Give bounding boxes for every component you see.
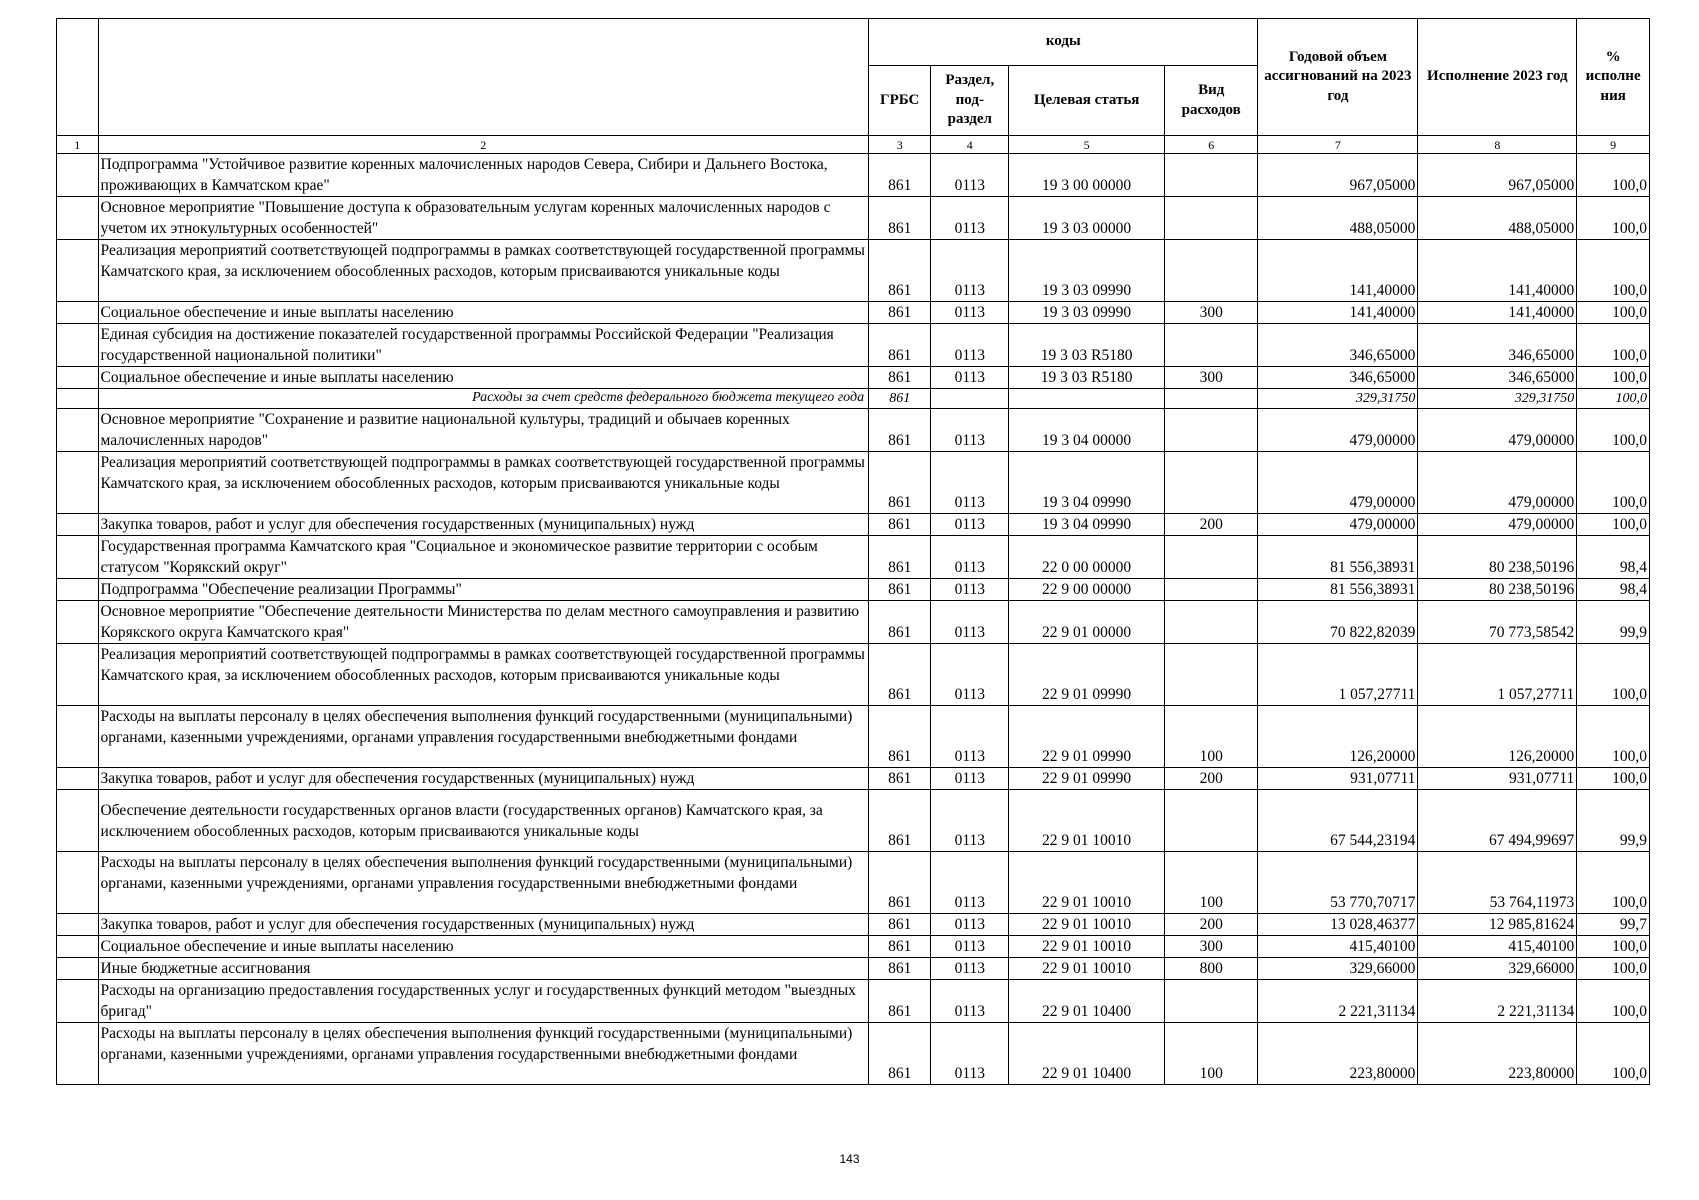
row-target: 22 9 01 10400	[1009, 1023, 1165, 1085]
row-execution: 415,40100	[1418, 936, 1577, 958]
row-section: 0113	[931, 154, 1009, 197]
row-grbs: 861	[869, 601, 931, 644]
row-grbs: 861	[869, 958, 931, 980]
row-target: 19 3 03 R5180	[1009, 367, 1165, 389]
row-section: 0113	[931, 601, 1009, 644]
row-number	[57, 154, 99, 197]
table-row	[57, 768, 1650, 790]
row-expense-type: 100	[1165, 706, 1258, 768]
row-execution: 53 764,11973	[1418, 852, 1577, 914]
row-grbs: 861	[869, 644, 931, 706]
row-number	[57, 980, 99, 1023]
header-target: Целевая статья	[1009, 66, 1165, 136]
row-expense-type	[1165, 240, 1258, 302]
row-expense-type: 200	[1165, 914, 1258, 936]
row-expense-type	[1165, 980, 1258, 1023]
row-percent: 100,0	[1577, 389, 1650, 409]
row-execution: 346,65000	[1418, 324, 1577, 367]
row-annual-volume: 81 556,38931	[1258, 579, 1418, 601]
row-percent: 100,0	[1577, 302, 1650, 324]
row-grbs: 861	[869, 389, 931, 409]
row-target: 19 3 04 00000	[1009, 409, 1165, 452]
row-section: 0113	[931, 706, 1009, 768]
table-row	[57, 1023, 1650, 1085]
row-execution: 931,07711	[1418, 768, 1577, 790]
row-name: Основное мероприятие "Обеспечение деятельности Министерства по делам местного самоуправления и развитию Корякского округа Камчатского края"	[98, 601, 869, 644]
row-section: 0113	[931, 936, 1009, 958]
table-row	[57, 579, 1650, 601]
row-annual-volume: 479,00000	[1258, 409, 1418, 452]
table-row	[57, 980, 1650, 1023]
row-section: 0113	[931, 958, 1009, 980]
row-number	[57, 644, 99, 706]
row-grbs: 861	[869, 579, 931, 601]
header-annual-volume: Годовой объем ассигнований на 2023 год	[1258, 19, 1418, 136]
row-target: 22 9 01 09990	[1009, 768, 1165, 790]
row-target: 22 0 00 00000	[1009, 536, 1165, 579]
row-percent: 99,7	[1577, 914, 1650, 936]
row-number	[57, 958, 99, 980]
row-number	[57, 302, 99, 324]
row-annual-volume: 479,00000	[1258, 452, 1418, 514]
row-percent: 100,0	[1577, 852, 1650, 914]
row-percent: 99,9	[1577, 601, 1650, 644]
row-number	[57, 514, 99, 536]
row-grbs: 861	[869, 852, 931, 914]
row-expense-type	[1165, 197, 1258, 240]
row-name: Подпрограмма "Обеспечение реализации Программы"	[98, 579, 869, 601]
row-name: Иные бюджетные ассигнования	[98, 958, 869, 980]
row-section	[931, 389, 1009, 409]
row-name: Обеспечение деятельности государственных органов власти (государственных органов) Камчатского края, за исключением обособленных расходов, которым присваиваются уникальные коды	[98, 790, 869, 852]
row-section: 0113	[931, 240, 1009, 302]
row-target: 22 9 00 00000	[1009, 579, 1165, 601]
row-section: 0113	[931, 302, 1009, 324]
table-row	[57, 852, 1650, 914]
row-grbs: 861	[869, 980, 931, 1023]
row-annual-volume: 1 057,27711	[1258, 644, 1418, 706]
row-name: Расходы на выплаты персоналу в целях обеспечения выполнения функций государственными (муниципальными) органами, казенными учреждениями, органами управления государственными внебюджетными фондами	[98, 706, 869, 768]
row-name: Основное мероприятие "Повышение доступа к образовательным услугам коренных малочисленных народов с учетом их этнокультурных особенностей"	[98, 197, 869, 240]
row-section: 0113	[931, 324, 1009, 367]
row-annual-volume: 81 556,38931	[1258, 536, 1418, 579]
row-number	[57, 601, 99, 644]
row-name: Социальное обеспечение и иные выплаты населению	[98, 936, 869, 958]
row-number	[57, 706, 99, 768]
row-target: 22 9 01 10010	[1009, 914, 1165, 936]
row-expense-type: 100	[1165, 852, 1258, 914]
row-execution: 488,05000	[1418, 197, 1577, 240]
row-expense-type	[1165, 154, 1258, 197]
table-row	[57, 536, 1650, 579]
row-number	[57, 324, 99, 367]
row-annual-volume: 141,40000	[1258, 240, 1418, 302]
table-row	[57, 389, 1650, 409]
row-grbs: 861	[869, 768, 931, 790]
row-execution: 346,65000	[1418, 367, 1577, 389]
column-number: 9	[1577, 136, 1650, 154]
row-name: Реализация мероприятий соответствующей подпрограммы в рамках соответствующей государственной программы Камчатского края, за исключением обособленных расходов, которым присваиваются уникальные коды	[98, 240, 869, 302]
row-percent: 100,0	[1577, 154, 1650, 197]
row-grbs: 861	[869, 914, 931, 936]
row-section: 0113	[931, 367, 1009, 389]
row-number	[57, 914, 99, 936]
header-expense-type: Вид расходов	[1165, 66, 1258, 136]
table-header	[57, 19, 1650, 154]
row-expense-type: 300	[1165, 936, 1258, 958]
row-execution: 223,80000	[1418, 1023, 1577, 1085]
row-name: Расходы на организацию предоставления государственных услуг и государственных функций методом "выездных бригад"	[98, 980, 869, 1023]
row-grbs: 861	[869, 154, 931, 197]
row-name: Подпрограмма "Устойчивое развитие коренных малочисленных народов Севера, Сибири и Дальнего Востока, проживающих в Камчатском крае"	[98, 154, 869, 197]
row-number	[57, 852, 99, 914]
table-row	[57, 302, 1650, 324]
row-grbs: 861	[869, 536, 931, 579]
row-expense-type	[1165, 389, 1258, 409]
row-number	[57, 197, 99, 240]
row-target: 22 9 01 09990	[1009, 644, 1165, 706]
budget-execution-table	[56, 18, 1650, 1085]
row-section: 0113	[931, 790, 1009, 852]
row-percent: 100,0	[1577, 1023, 1650, 1085]
row-name: Государственная программа Камчатского края "Социальное и экономическое развитие территории с особым статусом "Корякский округ"	[98, 536, 869, 579]
row-annual-volume: 967,05000	[1258, 154, 1418, 197]
row-grbs: 861	[869, 324, 931, 367]
row-number	[57, 367, 99, 389]
row-target: 22 9 01 10010	[1009, 958, 1165, 980]
row-expense-type: 200	[1165, 514, 1258, 536]
row-section: 0113	[931, 579, 1009, 601]
table-row	[57, 644, 1650, 706]
table-row	[57, 706, 1650, 768]
row-grbs: 861	[869, 240, 931, 302]
row-section: 0113	[931, 452, 1009, 514]
table-row	[57, 240, 1650, 302]
row-execution: 329,66000	[1418, 958, 1577, 980]
row-name: Реализация мероприятий соответствующей подпрограммы в рамках соответствующей государственной программы Камчатского края, за исключением обособленных расходов, которым присваиваются уникальные коды	[98, 452, 869, 514]
row-section: 0113	[931, 768, 1009, 790]
header-execution: Исполнение 2023 год	[1418, 19, 1577, 136]
row-number	[57, 1023, 99, 1085]
row-name: Социальное обеспечение и иные выплаты населению	[98, 302, 869, 324]
header-section: Раздел, под-раздел	[931, 66, 1009, 136]
row-annual-volume: 141,40000	[1258, 302, 1418, 324]
row-percent: 100,0	[1577, 644, 1650, 706]
row-name: Закупка товаров, работ и услуг для обеспечения государственных (муниципальных) нужд	[98, 768, 869, 790]
row-annual-volume: 70 822,82039	[1258, 601, 1418, 644]
row-annual-volume: 223,80000	[1258, 1023, 1418, 1085]
row-annual-volume: 931,07711	[1258, 768, 1418, 790]
row-target: 19 3 03 09990	[1009, 240, 1165, 302]
table-row	[57, 197, 1650, 240]
row-grbs: 861	[869, 514, 931, 536]
page-number: 143	[839, 1152, 860, 1166]
row-name: Единая субсидия на достижение показателей государственной программы Российской Федерации "Реализация государственной национальной политики"	[98, 324, 869, 367]
column-number: 3	[869, 136, 931, 154]
column-number: 6	[1165, 136, 1258, 154]
column-number: 2	[98, 136, 869, 154]
row-annual-volume: 13 028,46377	[1258, 914, 1418, 936]
row-expense-type: 300	[1165, 302, 1258, 324]
row-number	[57, 936, 99, 958]
row-section: 0113	[931, 852, 1009, 914]
table-row	[57, 154, 1650, 197]
row-execution: 1 057,27711	[1418, 644, 1577, 706]
row-expense-type: 800	[1165, 958, 1258, 980]
table-row	[57, 936, 1650, 958]
table-body	[57, 154, 1650, 1085]
row-section: 0113	[931, 980, 1009, 1023]
row-target: 22 9 01 10010	[1009, 936, 1165, 958]
row-section: 0113	[931, 409, 1009, 452]
row-annual-volume: 346,65000	[1258, 324, 1418, 367]
row-percent: 100,0	[1577, 768, 1650, 790]
row-expense-type	[1165, 536, 1258, 579]
row-percent: 100,0	[1577, 452, 1650, 514]
row-annual-volume: 67 544,23194	[1258, 790, 1418, 852]
row-expense-type: 200	[1165, 768, 1258, 790]
row-annual-volume: 329,66000	[1258, 958, 1418, 980]
row-number	[57, 240, 99, 302]
row-percent: 100,0	[1577, 958, 1650, 980]
row-execution: 479,00000	[1418, 452, 1577, 514]
row-section: 0113	[931, 914, 1009, 936]
row-name: Закупка товаров, работ и услуг для обеспечения государственных (муниципальных) нужд	[98, 514, 869, 536]
row-target: 19 3 03 09990	[1009, 302, 1165, 324]
row-execution: 80 238,50196	[1418, 579, 1577, 601]
table-row	[57, 367, 1650, 389]
row-target: 19 3 00 00000	[1009, 154, 1165, 197]
table-row	[57, 514, 1650, 536]
row-percent: 100,0	[1577, 936, 1650, 958]
row-target: 22 9 01 09990	[1009, 706, 1165, 768]
row-execution: 141,40000	[1418, 302, 1577, 324]
header-blank-number	[57, 19, 99, 136]
row-percent: 98,4	[1577, 579, 1650, 601]
row-target: 22 9 01 10010	[1009, 852, 1165, 914]
row-grbs: 861	[869, 367, 931, 389]
row-target: 22 9 01 00000	[1009, 601, 1165, 644]
row-target: 22 9 01 10010	[1009, 790, 1165, 852]
row-expense-type	[1165, 579, 1258, 601]
header-grbs: ГРБС	[869, 66, 931, 136]
row-name: Закупка товаров, работ и услуг для обеспечения государственных (муниципальных) нужд	[98, 914, 869, 936]
row-execution: 126,20000	[1418, 706, 1577, 768]
row-percent: 100,0	[1577, 240, 1650, 302]
row-percent: 100,0	[1577, 980, 1650, 1023]
row-percent: 99,9	[1577, 790, 1650, 852]
row-number	[57, 409, 99, 452]
column-number: 7	[1258, 136, 1418, 154]
row-annual-volume: 53 770,70717	[1258, 852, 1418, 914]
row-grbs: 861	[869, 1023, 931, 1085]
table-row	[57, 452, 1650, 514]
row-annual-volume: 488,05000	[1258, 197, 1418, 240]
row-execution: 70 773,58542	[1418, 601, 1577, 644]
table-row	[57, 914, 1650, 936]
row-name: Расходы на выплаты персоналу в целях обеспечения выполнения функций государственными (муниципальными) органами, казенными учреждениями, органами управления государственными внебюджетными фондами	[98, 1023, 869, 1085]
row-annual-volume: 126,20000	[1258, 706, 1418, 768]
header-percent: % исполне ния	[1577, 19, 1650, 136]
row-percent: 100,0	[1577, 409, 1650, 452]
row-percent: 100,0	[1577, 324, 1650, 367]
row-annual-volume: 2 221,31134	[1258, 980, 1418, 1023]
row-percent: 100,0	[1577, 197, 1650, 240]
header-blank-name	[98, 19, 869, 136]
row-number	[57, 768, 99, 790]
row-grbs: 861	[869, 302, 931, 324]
row-expense-type	[1165, 452, 1258, 514]
row-name: Социальное обеспечение и иные выплаты населению	[98, 367, 869, 389]
row-execution: 479,00000	[1418, 409, 1577, 452]
row-expense-type	[1165, 644, 1258, 706]
row-section: 0113	[931, 536, 1009, 579]
row-grbs: 861	[869, 706, 931, 768]
row-name: Реализация мероприятий соответствующей подпрограммы в рамках соответствующей государственной программы Камчатского края, за исключением обособленных расходов, которым присваиваются уникальные коды	[98, 644, 869, 706]
row-execution: 479,00000	[1418, 514, 1577, 536]
row-expense-type	[1165, 601, 1258, 644]
column-number: 8	[1418, 136, 1577, 154]
row-execution: 329,31750	[1418, 389, 1577, 409]
row-expense-type: 300	[1165, 367, 1258, 389]
row-target: 19 3 03 R5180	[1009, 324, 1165, 367]
row-grbs: 861	[869, 452, 931, 514]
row-annual-volume: 329,31750	[1258, 389, 1418, 409]
row-expense-type	[1165, 790, 1258, 852]
header-codes: коды	[869, 19, 1258, 66]
row-number	[57, 389, 99, 409]
row-annual-volume: 479,00000	[1258, 514, 1418, 536]
row-target: 22 9 01 10400	[1009, 980, 1165, 1023]
budget-table-sheet	[56, 18, 1650, 1085]
row-section: 0113	[931, 197, 1009, 240]
row-percent: 100,0	[1577, 706, 1650, 768]
table-row	[57, 409, 1650, 452]
row-number	[57, 579, 99, 601]
row-grbs: 861	[869, 197, 931, 240]
row-execution: 12 985,81624	[1418, 914, 1577, 936]
row-number	[57, 536, 99, 579]
row-section: 0113	[931, 1023, 1009, 1085]
row-number	[57, 790, 99, 852]
row-name: Расходы на выплаты персоналу в целях обеспечения выполнения функций государственными (муниципальными) органами, казенными учреждениями, органами управления государственными внебюджетными фондами	[98, 852, 869, 914]
table-row	[57, 324, 1650, 367]
row-execution: 67 494,99697	[1418, 790, 1577, 852]
column-number: 5	[1009, 136, 1165, 154]
row-number	[57, 452, 99, 514]
row-execution: 80 238,50196	[1418, 536, 1577, 579]
row-percent: 98,4	[1577, 536, 1650, 579]
column-number: 1	[57, 136, 99, 154]
row-grbs: 861	[869, 790, 931, 852]
row-grbs: 861	[869, 936, 931, 958]
row-section: 0113	[931, 514, 1009, 536]
row-percent: 100,0	[1577, 514, 1650, 536]
row-annual-volume: 346,65000	[1258, 367, 1418, 389]
column-number-row	[57, 136, 1650, 154]
row-target: 19 3 04 09990	[1009, 452, 1165, 514]
row-execution: 141,40000	[1418, 240, 1577, 302]
row-target	[1009, 389, 1165, 409]
row-annual-volume: 415,40100	[1258, 936, 1418, 958]
row-target: 19 3 04 09990	[1009, 514, 1165, 536]
row-grbs: 861	[869, 409, 931, 452]
row-expense-type	[1165, 409, 1258, 452]
table-row	[57, 790, 1650, 852]
row-section: 0113	[931, 644, 1009, 706]
row-percent: 100,0	[1577, 367, 1650, 389]
table-row	[57, 601, 1650, 644]
row-target: 19 3 03 00000	[1009, 197, 1165, 240]
row-expense-type: 100	[1165, 1023, 1258, 1085]
row-expense-type	[1165, 324, 1258, 367]
table-row	[57, 958, 1650, 980]
row-name: Расходы за счет средств федерального бюджета текущего года	[98, 389, 869, 409]
column-number: 4	[931, 136, 1009, 154]
row-name: Основное мероприятие "Сохранение и развитие национальной культуры, традиций и обычаев коренных малочисленных народов"	[98, 409, 869, 452]
row-execution: 967,05000	[1418, 154, 1577, 197]
row-execution: 2 221,31134	[1418, 980, 1577, 1023]
